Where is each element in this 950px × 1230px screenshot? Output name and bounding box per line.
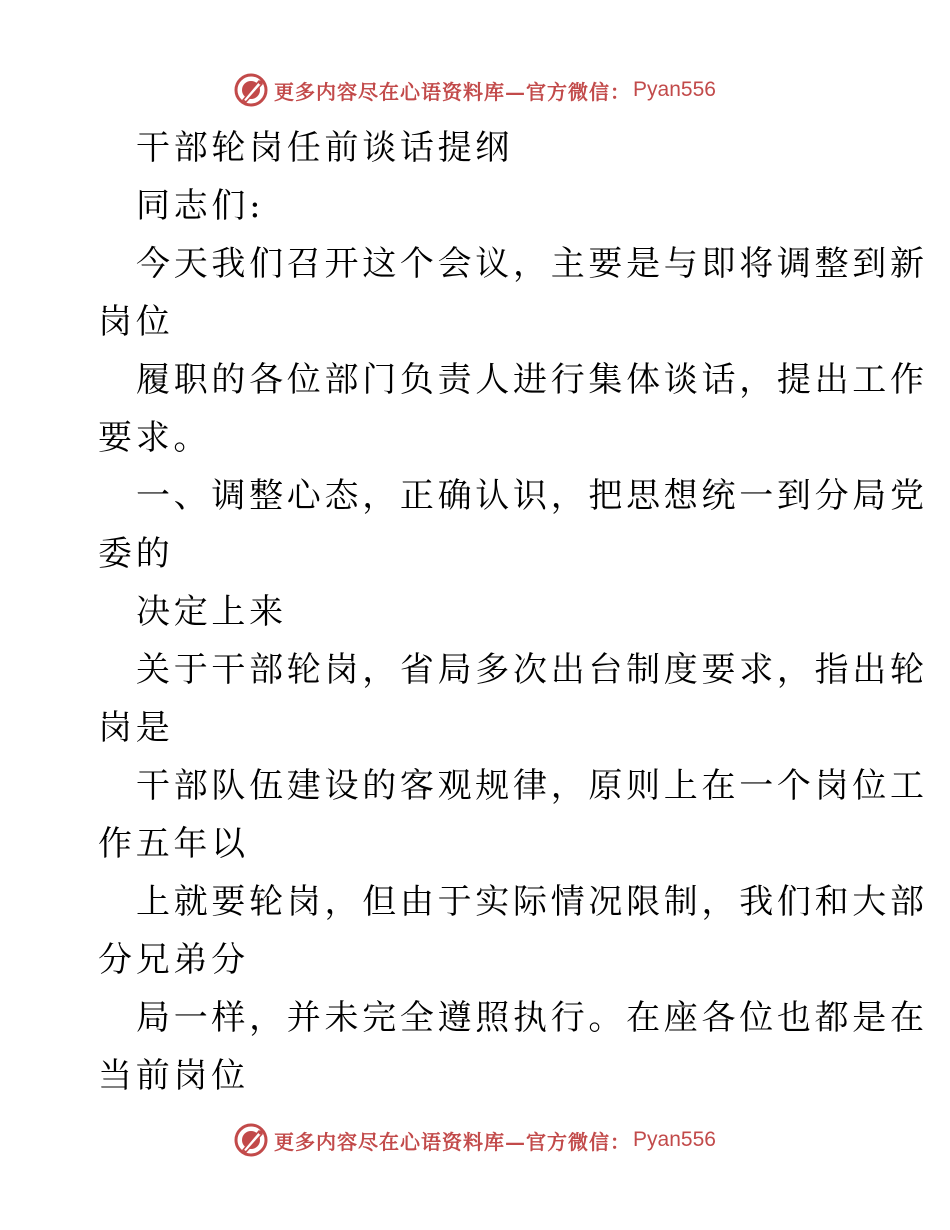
paragraph-line: 今天我们召开这个会议，主要是与即将调整到新 [136,244,928,284]
paragraph-line: 分兄弟分 [98,940,249,980]
footer-banner [0,1120,950,1160]
paragraph-line: 作五年以 [98,824,249,864]
paragraph-line: 当前岗位 [98,1056,249,1096]
paragraph-line: 局一样，并未完全遵照执行。在座各位也都是在 [136,998,928,1038]
banner-text: 更多内容尽在心语资料库—官方微信： [274,79,632,104]
banner-wechat-id: Pyan556 [633,78,716,101]
paragraph-line: 关于干部轮岗，省局多次出台制度要求，指出轮 [136,650,928,690]
pen-logo-icon [234,1123,268,1157]
paragraph-line: 岗是 [98,708,174,748]
banner-text: 更多内容尽在心语资料库—官方微信： [274,1129,632,1154]
section-heading-line: 委的 [98,534,174,574]
banner-wechat-id: Pyan556 [633,1128,716,1151]
paragraph-line: 履职的各位部门负责人进行集体谈话，提出工作 [136,360,928,400]
document-title: 干部轮岗任前谈话提纲 [136,128,513,168]
paragraph-line: 上就要轮岗，但由于实际情况限制，我们和大部 [136,882,928,922]
pen-logo-icon [234,73,268,107]
section-heading-line: 决定上来 [136,592,287,632]
section-heading-line: 一、调整心态，正确认识，把思想统一到分局党 [136,476,928,516]
salutation: 同志们: [136,186,265,226]
paragraph-line: 岗位 [98,302,174,342]
paragraph-line: 要求。 [98,418,212,458]
paragraph-line: 干部队伍建设的客观规律，原则上在一个岗位工 [136,766,928,806]
header-banner [0,70,950,110]
